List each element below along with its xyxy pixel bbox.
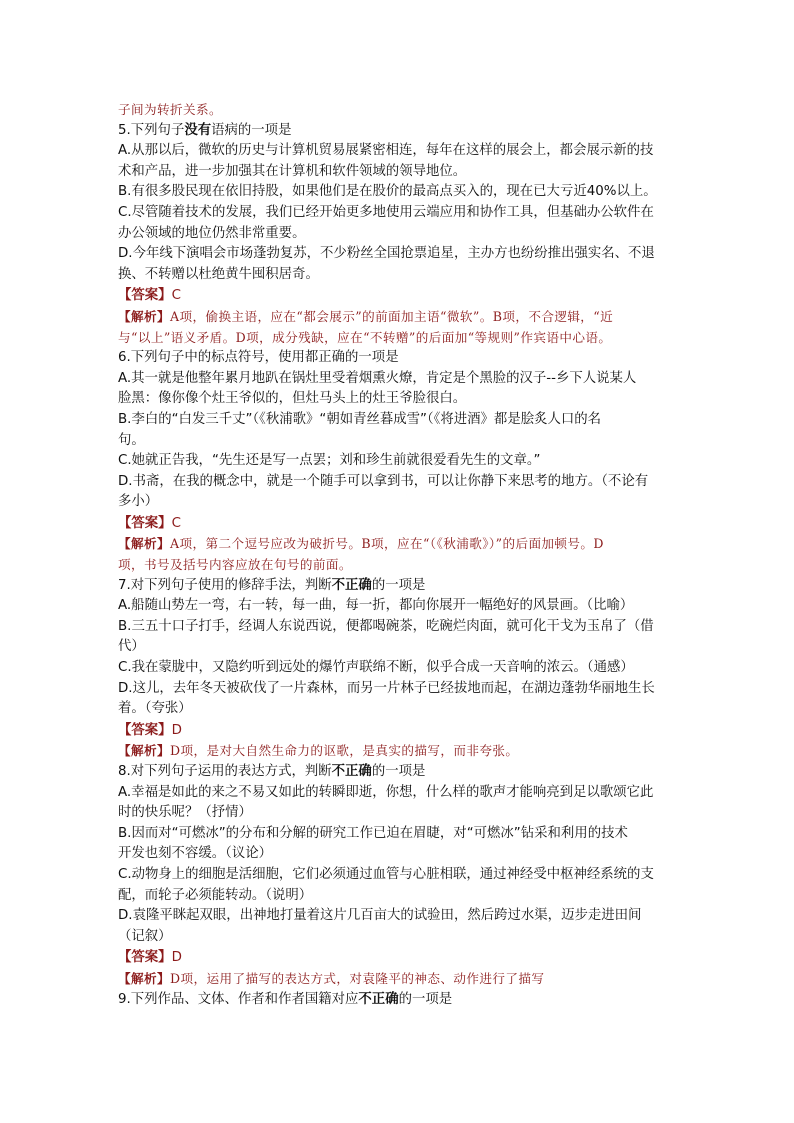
option-a-line-2: 术和产品，进一步加强其在计算机和软件领域的领导地位。 (118, 163, 467, 179)
option-b-line-1: B.李白的“白发三千丈”（《秋浦歌》“朝如青丝暮成雪”（《将进酒》都是脍炙人口的名 (118, 411, 602, 427)
option-c-line-2: 办公领域的地位仍然非常重要。 (118, 225, 306, 241)
analysis-text: A项，偷换主语，应在“都会展示”的前面加主语“微软”。B项，不合逻辑，“近 (169, 308, 614, 324)
analysis-line-2: 项，书号及括号内容应放在句号的前面。 (118, 557, 352, 573)
analysis-line-1 (118, 534, 684, 555)
answer-label: 【答案】 (118, 514, 172, 531)
answer-row (118, 720, 684, 742)
analysis-line-1 (118, 969, 684, 990)
analysis-text: D项，运用了描写的表达方式，对袁隆平的神态、动作进行了描写 (169, 970, 545, 986)
answer-row (118, 947, 684, 969)
question-6 (118, 348, 684, 576)
analysis-label: 【解析】 (118, 970, 170, 986)
answer-row (118, 285, 684, 307)
previous-analysis-fragment: 子间为转折关系。 (118, 102, 222, 117)
option-b-line-1: B.因而对“可燃冰”的分布和分解的研究工作已迫在眉睫，对“可燃冰”钻采和利用的技术 (118, 825, 628, 841)
option-b-line-2: 代） (118, 639, 145, 655)
analysis-line-1 (118, 741, 684, 762)
option-d-line-2: 换、不转赠以杜绝黄牛囤积居奇。 (118, 266, 319, 282)
answer-label: 【答案】 (118, 949, 172, 966)
option-d-line-2: 多小） (118, 494, 159, 510)
option-a-line-1: A.幸福是如此的来之不易又如此的转瞬即逝，你想，什么样的歌声才能响亮到足以歌颂它此 (118, 784, 654, 800)
option-c-line-1: C.尽管随着技术的发展，我们已经开始更多地使用云端应用和协作工具，但基础办公软件在 (118, 204, 654, 220)
question-5 (118, 121, 684, 349)
answer-value: D (171, 722, 182, 738)
analysis-label: 【解析】 (118, 536, 170, 552)
answer-label: 【答案】 (118, 721, 172, 738)
analysis-text: A项，第二个逗号应改为破折号。B项，应在“（《秋浦歌》）”的后面加顿号。D (169, 536, 604, 552)
question-stem: 7.对下列句子使用的修辞手法，判断不正确的一项是 (118, 577, 426, 593)
answer-value: D (171, 950, 182, 966)
analysis-line-2: 与“以上”语义矛盾。D项，成分残缺，应在“不转赠”的后面加“等规则”作宾语中心语。 (118, 329, 612, 345)
option-b-line-1: B.有很多股民现在依旧持股，如果他们是在股价的最高点买入的，现在已大亏近40%以上。 (118, 184, 657, 200)
option-d-line-1: D.这儿，去年冬天被砍伐了一片森林，而另一片林子已经拔地而起，在湖边蓬勃华丽地生长 (118, 680, 655, 696)
exam-page (118, 100, 684, 1010)
answer-value: C (171, 515, 181, 531)
option-d-line-1: D.袁隆平眯起双眼，出神地打量着这片几百亩大的试验田，然后跨过水渠，迈步走进田间 (118, 908, 642, 924)
option-d-line-2: 着。（夸张） (118, 701, 192, 717)
option-b-line-2: 句。 (118, 432, 145, 448)
option-c-line-1: C.我在蒙胧中，又隐约听到远处的爆竹声联绵不断，似乎合成一天音响的浓云。（通感） (118, 660, 634, 676)
option-b-line-1: B.三五十口子打手，经调人东说西说，便都喝碗茶，吃碗烂肉面，就可化干戈为玉帛了（借 (118, 618, 654, 634)
option-d-line-1: D.今年线下演唱会市场蓬勃复苏，不少粉丝全国抢票追星，主办方也纷纷推出强实名、不退 (118, 246, 655, 262)
option-b-line-2: 开发也刻不容缓。（议论） (118, 846, 272, 862)
option-a-line-1: A.其一就是他整年累月地趴在锅灶里受着烟熏火燎，肯定是个黑脸的汉子--乡下人说某人 (118, 370, 637, 386)
question-stem: 9.下列作品、文体、作者和作者国籍对应不正确的一项是 (118, 991, 453, 1007)
analysis-line-1 (118, 307, 684, 328)
option-a-line-1: A.从那以后，微软的历史与计算机贸易展紧密相连，每年在这样的展会上，都会展示新的技 (118, 143, 654, 159)
option-c-line-2: 配，而轮子必须能转动。（说明） (118, 887, 313, 903)
question-9 (118, 990, 684, 1011)
option-a-line-2: 时的快乐呢？（抒情） (118, 805, 252, 821)
analysis-label: 【解析】 (118, 743, 170, 759)
answer-row (118, 513, 684, 535)
question-stem: 5.下列句子没有语病的一项是 (118, 122, 292, 138)
option-a-line-1: A.船随山势左一弯，右一转，每一曲，每一折，都向你展开一幅绝好的风景画。（比喻） (118, 598, 634, 614)
question-8 (118, 762, 684, 990)
answer-label: 【答案】 (118, 287, 172, 304)
option-d-line-2: （记叙） (118, 928, 172, 944)
question-7 (118, 576, 684, 762)
answer-value: C (171, 288, 181, 304)
option-a-line-2: 脸黑：像你像个灶王爷似的，但灶马头上的灶王爷脸很白。 (118, 391, 467, 407)
option-c-line-1: C.动物身上的细胞是活细胞，它们必须通过血管与心脏相联，通过神经受中枢神经系统的支 (118, 866, 654, 882)
option-c-line-1: C.她就正告我，“先生还是写一点罢；刘和珍生前就很爱看先生的文章。” (118, 453, 541, 469)
option-d-line-1: D.书斋，在我的概念中，就是一个随手可以拿到书，可以让你静下来思考的地方。（不论有 (118, 473, 649, 489)
analysis-label: 【解析】 (118, 308, 170, 324)
question-stem: 6.下列句子中的标点符号，使用都正确的一项是 (118, 350, 399, 366)
analysis-text: D项，是对大自然生命力的讴歌，是真实的描写，而非夸张。 (169, 743, 519, 759)
question-stem: 8.对下列句子运用的表达方式，判断不正确的一项是 (118, 764, 426, 779)
